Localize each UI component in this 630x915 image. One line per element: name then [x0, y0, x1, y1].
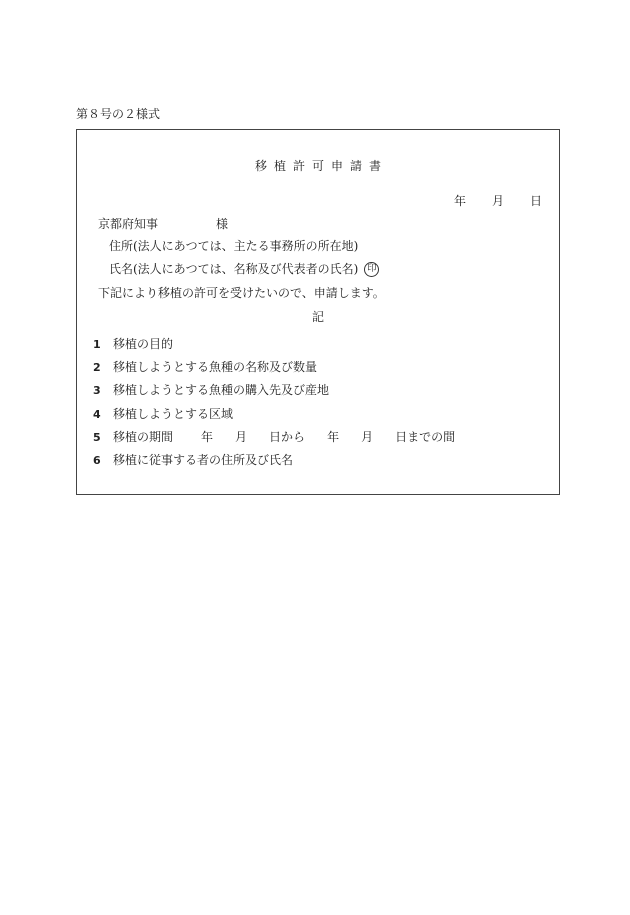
title-char: 移	[254, 159, 267, 173]
applicant-name-line	[109, 261, 379, 277]
title-char: 可	[311, 159, 324, 173]
application-form	[76, 129, 560, 495]
item-text: 移植に従事する者の住所及び氏名	[113, 452, 294, 467]
period-year-to: 年	[327, 429, 340, 444]
title-char: 許	[292, 159, 305, 173]
list-item	[93, 382, 455, 405]
title-char: 申	[331, 159, 344, 173]
addressee-name: 京都府知事	[98, 217, 159, 231]
list-item	[93, 336, 455, 359]
addressee-honorific: 様	[216, 217, 229, 231]
item-list	[93, 336, 455, 475]
item-number: 3	[93, 384, 101, 398]
period-month-from: 月	[235, 429, 248, 444]
period-month-to: 月	[361, 429, 374, 444]
title-char: 植	[273, 159, 286, 173]
seal-icon: 印	[364, 262, 379, 277]
date-year: 年	[453, 194, 466, 208]
addressee-line	[98, 216, 228, 232]
period-day-from: 日から	[269, 429, 306, 444]
title-char: 書	[369, 159, 382, 173]
item-text: 移植の期間	[113, 429, 174, 444]
record-heading: 記	[311, 310, 324, 324]
item-text: 移植しようとする魚種の購入先及び産地	[113, 383, 330, 398]
item-number: 2	[93, 361, 101, 375]
request-statement: 下記により移植の許可を受けたいので、申請します。	[98, 286, 385, 300]
item-text: 移植しようとする区域	[113, 406, 234, 421]
date-day: 日	[529, 194, 542, 208]
period-year-from: 年	[201, 429, 214, 444]
form-number: 第８号の２様式	[76, 107, 161, 121]
item-text: 移植しようとする魚種の名称及び数量	[113, 360, 318, 375]
item-number: 5	[93, 430, 101, 444]
date-month: 月	[491, 194, 504, 208]
item-number: 6	[93, 453, 101, 467]
period-day-to: 日までの間	[395, 429, 456, 444]
item-number: 4	[93, 407, 101, 421]
list-item	[93, 359, 455, 382]
list-item	[93, 452, 455, 475]
item-number: 1	[93, 338, 101, 351]
title-char: 請	[350, 159, 363, 173]
applicant-name-label: 氏名(法人にあつては、名称及び代表者の氏名)	[109, 262, 359, 276]
applicant-address-label: 住所(法人にあつては、主たる事務所の所在地)	[109, 239, 359, 253]
date-line	[454, 193, 542, 209]
form-title	[77, 158, 559, 174]
list-item-period	[93, 429, 455, 452]
item-text: 移植の目的	[113, 337, 174, 351]
list-item	[93, 406, 455, 429]
